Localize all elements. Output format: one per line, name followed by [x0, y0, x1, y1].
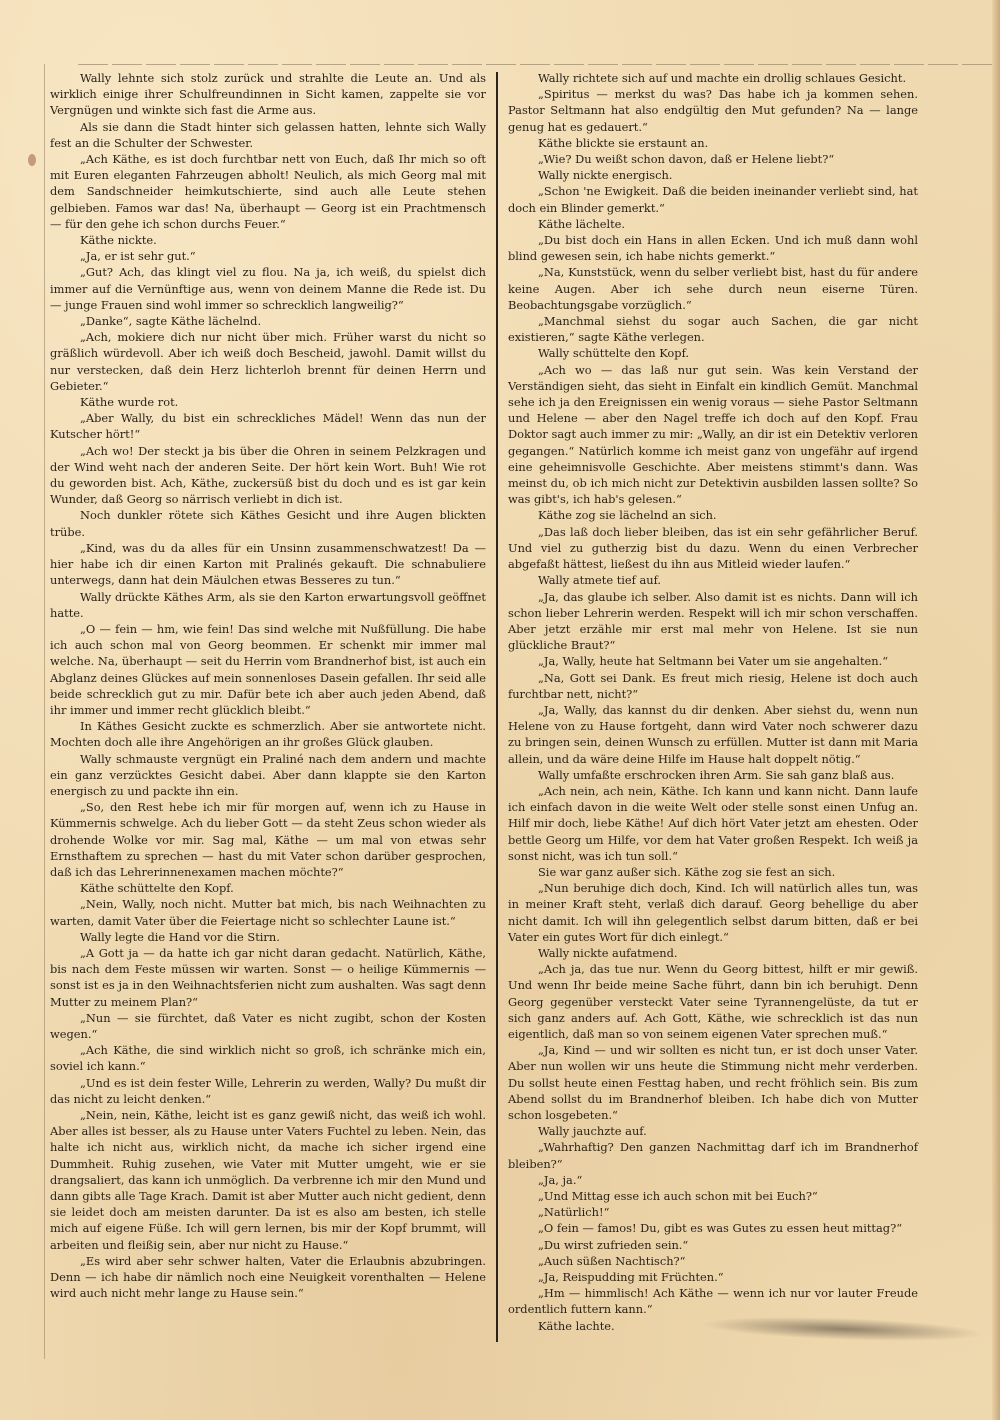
paragraph: „Ach, mokiere dich nur nicht über mich. Früher warst du nicht so gräßlich würdevoll. Aber ich weiß doch Bescheid, jawohl. Damit willst du nur verstecken, daß dein Herz lichterloh brennt für deinen Herrn und Gebieter.“: [50, 330, 486, 393]
paragraph: Käthe wurde rot.: [80, 395, 179, 410]
paragraph: Wally lehnte sich stolz zurück und strahlte die Leute an. Und als wirklich einige ihrer Schulfreundinnen in Sicht kamen, zappelte sie vor Vergnügen und winkte sich fast die Arme aus.: [50, 71, 486, 118]
paragraph: „Wahrhaftig? Den ganzen Nachmittag darf ich im Brandnerhof bleiben?“: [508, 1140, 918, 1171]
paragraph: „Aber Wally, du bist ein schreckliches Mädel! Wenn das nun der Kutscher hört!“: [50, 411, 486, 442]
paragraph: „Wie? Du weißt schon davon, daß er Helene liebt?“: [538, 152, 835, 167]
paragraph: „Und es ist dein fester Wille, Lehrerin zu werden, Wally? Du mußt dir das nicht zu leicht denken.“: [50, 1075, 486, 1106]
paragraph: „O fein — famos! Du, gibt es was Gutes zu essen heut mittag?“: [538, 1221, 903, 1236]
paragraph: Käthe lachte.: [538, 1318, 615, 1333]
left-column: [50, 70, 486, 1301]
paragraph: „Ja, das glaube ich selber. Also damit ist es nichts. Dann will ich schon lieber Lehrerin werden. Respekt will ich mir schon verschaffen. Aber jetzt erzähle mir erst mal mehr von Helene. Ist sie nun glückliche Braut?“: [508, 589, 918, 653]
paragraph: „A Gott ja — da hatte ich gar nicht daran gedacht. Natürlich, Käthe, bis nach dem Feste müssen wir warten. Sonst — o heilige Kümmernis — sonst ist es ja in den Weihnachtsferien nicht zum aushalten. Was sagt denn Mutter zu meinem Plan?“: [50, 945, 486, 1009]
paragraph: „Ja, Wally, heute hat Seltmann bei Vater um sie angehalten.“: [538, 654, 889, 669]
paragraph: „Ach Käthe, es ist doch furchtbar nett von Euch, daß Ihr mich so oft mit Euren eleganten Fahrzeugen abholt! Neulich, als mich Georg mal mit dem Sandschneider heimkutschierte, sind auch alle Leute stehen gelbieben. Famos war das! Na, überhaupt — Georg ist ein Prachtmensch — für den gehe ich schon durchs Feuer.“: [50, 152, 486, 231]
paragraph: „Ach wo — das laß nur gut sein. Was kein Verstand der Verständigen sieht, das sieht in Einfalt ein kindlich Gemüt. Manchmal sehe ich ja den Ereignissen ein wenig voraus — siehe Pastor Seltmann und Helene — aber den Nagel treffe ich doch auf den Kopf. Frau Doktor sagt auch immer zu mir: „Wally, an dir ist ein Detektiv verloren gegangen.“ Natürlich komme ich meist ganz von ungefähr auf irgend eine geheimnisvolle Geschichte. Aber meistens stimmt's dann. Was meinst du, ob ich mich nicht zur Detektivin ausbilden lassen sollte? So was gibt's, ich hab's gelesen.“: [508, 362, 918, 507]
paragraph: „Hm — himmlisch! Ach Käthe — wenn ich nur vor lauter Freude ordentlich futtern kann.“: [508, 1286, 918, 1317]
paper-stain: [28, 154, 36, 166]
paragraph: Sie war ganz außer sich. Käthe zog sie fest an sich.: [538, 864, 836, 879]
paragraph: „Nein, Wally, noch nicht. Mutter bat mich, bis nach Weihnachten zu warten, damit Vater über die Feiertage nicht so schlechter Laune ist.“: [50, 897, 486, 928]
paragraph: „Ja, Reispudding mit Früchten.“: [538, 1270, 724, 1285]
paragraph: „Natürlich!“: [538, 1205, 610, 1220]
top-rule: [78, 64, 993, 65]
paragraph: „Na, Gott sei Dank. Es freut mich riesig, Helene ist doch auch furchtbar nett, nicht?“: [508, 670, 918, 701]
page-edge: [992, 0, 1000, 1420]
paragraph: Käthe schüttelte den Kopf.: [80, 881, 234, 896]
paragraph: „Kind, was du da alles für ein Unsinn zusammenschwatzest! Da — hier habe ich dir einen Karton mit Pralinés gekauft. Die schnabuliere unterwegs, dann hat dein Mäulchen etwas Besseres zu tun.“: [50, 540, 486, 588]
paragraph: Käthe lächelte.: [538, 216, 626, 231]
paragraph: „Danke“, sagte Käthe lächelnd.: [80, 314, 262, 329]
paragraph: „Du wirst zufrieden sein.“: [538, 1237, 689, 1252]
paragraph: Käthe blickte sie erstaunt an.: [538, 135, 709, 150]
paragraph: „Manchmal siehst du sogar auch Sachen, die gar nicht existieren,“ sagte Käthe verlegen.: [508, 314, 918, 345]
paragraph: Wally nickte aufatmend.: [538, 945, 678, 960]
paragraph: „Ja, ja.“: [538, 1172, 583, 1187]
paragraph: „Ach nein, ach nein, Käthe. Ich kann und kann nicht. Dann laufe ich einfach davon in die weite Welt oder stelle sonst einen Unfug an. Hilf mir doch, liebe Käthe! Auf dich hört Vater jetzt am ehesten. Oder bettle Georg um Hilfe, vor dem hat Vater großen Respekt. Ich weiß ja sonst nicht, was ich tun soll.“: [508, 783, 918, 863]
paragraph: Noch dunkler rötete sich Käthes Gesicht und ihre Augen blickten trübe.: [50, 508, 486, 539]
paragraph: „Nun — sie fürchtet, daß Vater es nicht zugibt, schon der Kosten wegen.“: [50, 1010, 486, 1041]
paragraph: Wally schmauste vergnügt ein Praliné nach dem andern und machte ein ganz verzücktes Gesicht dabei. Aber dann klappte sie den Karton energisch zu und packte ihn ein.: [50, 751, 486, 798]
paragraph: „Nun beruhige dich doch, Kind. Ich will natürlich alles tun, was in meiner Kraft steht, verlaß dich darauf. Georg behellige du aber nicht damit. Ich will ihn gelegentlich selbst darum bitten, daß er bei Vater ein gutes Wort für dich einlegt.“: [508, 881, 918, 944]
column-divider: [496, 72, 498, 1342]
paragraph: „Es wird aber sehr schwer halten, Vater die Erlaubnis abzubringen. Denn — ich habe dir nämlich noch eine Neuigkeit vorenthalten — Helene wird auch nicht mehr lange zu Hause sein.“: [50, 1253, 486, 1301]
paragraph: „Und Mittag esse ich auch schon mit bei Euch?“: [538, 1189, 818, 1204]
paragraph: Wally drückte Käthes Arm, als sie den Karton erwartungsvoll geöffnet hatte.: [50, 589, 486, 620]
paragraph: „Ja, er ist sehr gut.“: [80, 249, 196, 264]
paragraph: Wally nickte energisch.: [538, 168, 673, 183]
left-margin-rule: [44, 64, 45, 1359]
paragraph: „Ach ja, das tue nur. Wenn du Georg bittest, hilft er mir gewiß. Und wenn Ihr beide meine Sache führt, dann bin ich beruhigt. Denn Georg gegenüber versteckt Vater seine Tyrannengelüste, da tut er sich ganz anders auf. Ach Gott, Käthe, wie schrecklich ist das nun eigentlich, daß man so von seinem eigenen Vater sprechen muß.“: [508, 962, 918, 1041]
paragraph: „Ach wo! Der steckt ja bis über die Ohren in seinem Pelzkragen und der Wind weht nach der anderen Seite. Der hört kein Wort. Buh! Wie rot du geworden bist. Ach, Käthe, zuckersüß bist du doch und es ist gar kein Wunder, daß Georg so närrisch verliebt in dich ist.: [50, 443, 486, 507]
paragraph: Wally legte die Hand vor die Stirn.: [80, 929, 280, 944]
paragraph: Wally jauchzte auf.: [538, 1124, 647, 1139]
paragraph: „So, den Rest hebe ich mir für morgen auf, wenn ich zu Hause in Kümmernis schwelge. Ach du lieber Gott — da steht Zeus schon wieder als drohende Wolke vor mir. Sag mal, Käthe — um mal von etwas sehr Ernsthaftem zu sprechen — hast du mit Vater schon darüber gesprochen, daß ich das Lehrerinnenexamen machen möchte?“: [50, 800, 486, 879]
paragraph: „Auch süßen Nachtisch?“: [538, 1253, 686, 1268]
right-column: [508, 70, 918, 1334]
ink-smudge: [700, 1313, 986, 1345]
paragraph: „Nein, nein, Käthe, leicht ist es ganz gewiß nicht, das weiß ich wohl. Aber alles ist besser, als zu Hause unter Vaters Fuchtel zu leben. Nein, das halte ich nicht aus, wirklich nicht, da mache ich sicher irgend eine Dummheit. Ruhig zusehen, wie Vater mit Mutter umgeht, wie er sie drangsaliert, das kann ich unmöglich. Da verbrenne ich mir den Mund und dann gibts alle Tage Krach. Damit ist aber Mutter auch nicht gedient, denn sie leidet doch am meisten darunter. Da ist es also am besten, ich stelle mich auf eigene Füße. Ich will gern lernen, bis mir der Kopf brummt, will arbeiten und fleißig sein, aber nur nicht zu Hause.“: [50, 1108, 486, 1252]
paragraph: In Käthes Gesicht zuckte es schmerzlich. Aber sie antwortete nicht. Mochten doch alle ihre Angehörigen an ihr großes Glück glauben.: [50, 719, 486, 750]
paragraph: „Ach Käthe, die sind wirklich nicht so groß, ich schränke mich ein, soviel ich kann.“: [50, 1043, 486, 1074]
paragraph: „Gut? Ach, das klingt viel zu flou. Na ja, ich weiß, du spielst dich immer auf die Vernünftige aus, wenn von deinem Manne die Rede ist. Du — junge Frauen sind wohl immer so schrecklich langweilig?“: [50, 265, 486, 312]
paragraph: „Ja, Wally, das kannst du dir denken. Aber siehst du, wenn nun Helene von zu Hause fortgeht, dann wird Vater noch schwerer dazu zu bringen sein, deinen Wunsch zu erfüllen. Mutter ist dann mit Maria allein, und da wäre deine Hilfe im Hause halt doppelt nötig.“: [508, 702, 918, 766]
paragraph: „Das laß doch lieber bleiben, das ist ein sehr gefährlicher Beruf. Und viel zu gutherzig bist du dazu. Wenn du einen Verbrecher abgefaßt hättest, ließest du ihn aus Mitleid wieder laufen.“: [508, 524, 918, 572]
paragraph: Wally richtete sich auf und machte ein drollig schlaues Gesicht.: [538, 71, 907, 85]
paragraph: „O — fein — hm, wie fein! Das sind welche mit Nußfüllung. Die habe ich auch schon mal von Georg beommen. Er schenkt mir immer mal welche. Na, überhaupt — seit du Herrin vom Brandnerhof bist, ist auch ein Abglanz deines Glückes auf mein sonnenloses Dasein gefallen. Ihr seid alle beide schrecklich gut zu mir. Dafür bete ich aber auch jeden Abend, daß ihr immer und immer recht glücklich bleibt.“: [50, 621, 486, 717]
paragraph: Käthe nickte.: [80, 233, 157, 248]
paragraph: Wally umfaßte erschrocken ihren Arm. Sie sah ganz blaß aus.: [538, 767, 895, 782]
paragraph: „Ja, Kind — und wir sollten es nicht tun, er ist doch unser Vater. Aber nun wollen wir uns heute die Stimmung nicht mehr verderben. Du sollst heute einen Festtag haben, und recht fröhlich sein. Bis zum Abend sollst du im Brandnerhof bleiben. Ich habe dich von Mutter schon losgebeten.“: [508, 1043, 918, 1122]
paragraph: „Spiritus — merkst du was? Das habe ich ja kommen sehen. Pastor Seltmann hat also endgültig den Mut gefunden? Na — lange genug hat es gedauert.“: [508, 87, 918, 134]
paragraph: Als sie dann die Stadt hinter sich gelassen hatten, lehnte sich Wally fest an die Schulter der Schwester.: [50, 119, 486, 150]
paragraph: „Schon 'ne Ewigkeit. Daß die beiden ineinander verliebt sind, hat doch ein Blinder gemerkt.“: [508, 184, 918, 215]
paragraph: Wally atmete tief auf.: [538, 573, 662, 588]
paragraph: „Du bist doch ein Hans in allen Ecken. Und ich muß dann wohl blind gewesen sein, ich habe nichts gemerkt.“: [508, 233, 918, 264]
paragraph: Käthe zog sie lächelnd an sich.: [538, 508, 717, 523]
paragraph: Wally schüttelte den Kopf.: [538, 346, 689, 361]
paragraph: „Na, Kunststück, wenn du selber verliebt bist, hast du für andere keine Augen. Aber ich sehe durch neun eiserne Türen. Beobachtungsgabe vorzüglich.“: [508, 265, 918, 312]
